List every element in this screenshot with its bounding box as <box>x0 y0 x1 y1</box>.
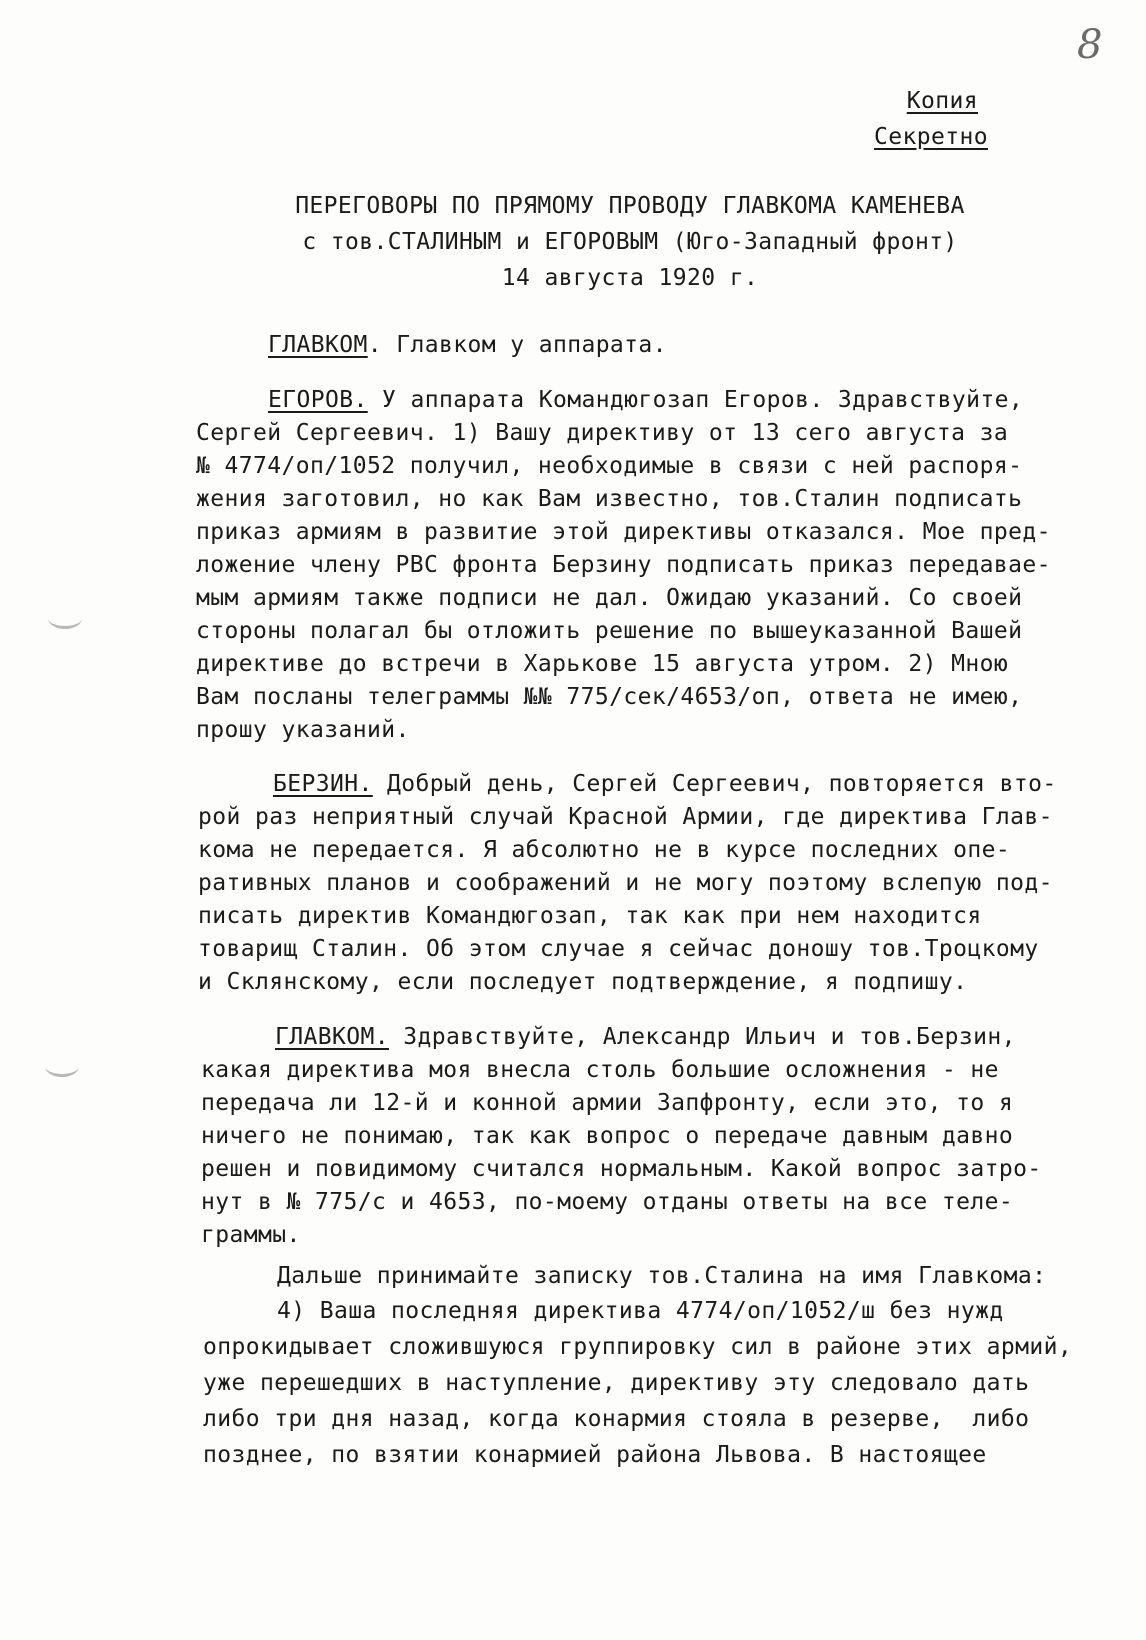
text-line: какая директива моя внесла столь большие осложнения - не <box>201 1057 999 1083</box>
speaker-label: ЕГОРОВ. <box>268 387 368 413</box>
text-line <box>275 1021 1016 1054</box>
line-text: Добрый день, Сергей Сергеевич, повторяется вто- <box>372 771 1057 797</box>
text-line: кома не передается. Я абсолютно не в курсе последних опе- <box>198 837 1011 863</box>
document-title <box>240 188 1020 296</box>
text-line: рой раз неприятный случай Красной Армии, где директива Глав- <box>198 804 1053 830</box>
text-line: и Склянскому, если последует подтверждение, я подпишу. <box>198 969 968 995</box>
text-line <box>273 768 1057 801</box>
text-line: мым армиям также подписи не дал. Ожидаю указаний. Со своей <box>196 585 1023 611</box>
text-line: решен и повидимому считался нормальным. Какой вопрос затро- <box>201 1156 1042 1182</box>
title-line: с тов.СТАЛИНЫМ и ЕГОРОВЫМ (Юго-Западный фронт) <box>302 229 958 255</box>
text-line: ложение члену РВС фронта Берзину подписать приказ передавае- <box>196 552 1051 578</box>
speaker-label: БЕРЗИН. <box>273 771 373 797</box>
text-line: Сергей Сергеевич. 1) Вашу директиву от 13 сего августа за <box>196 420 1009 446</box>
text-line: прошу указаний. <box>196 717 410 743</box>
line-text: . Главком у аппарата. <box>367 332 667 358</box>
speaker-label: ГЛАВКОМ. <box>275 1024 389 1050</box>
text-line: позднее, по взятии конармией района Львова. В настоящее <box>203 1442 987 1468</box>
text-line <box>268 329 667 362</box>
copy-stamp: Копия <box>906 88 978 114</box>
text-line: Вам посланы телеграммы №№ 775/сек/4653/оп, ответа не имею, <box>196 684 1023 710</box>
text-line: передача ли 12-й и конной армии Запфронту, если это, то я <box>201 1090 1014 1116</box>
text-line: писать директив Командюгозап, так как при нем находится <box>198 903 982 929</box>
text-line <box>268 384 1023 417</box>
text-line: № 4774/оп/1052 получил, необходимые в связи с ней распоря- <box>196 453 1023 479</box>
secret-stamp: Секретно <box>874 124 988 150</box>
text-line: ничего не понимаю, так как вопрос о передаче давным давно <box>201 1123 1014 1149</box>
text-line: 4) Ваша последняя директива 4774/оп/1052/ш без нужд <box>277 1298 1004 1324</box>
text-line: товарищ Сталин. Об этом случае я сейчас доношу тов.Троцкому <box>198 936 1039 962</box>
page-number: 8 <box>1077 22 1103 68</box>
text-line: жения заготовил, но как Вам известно, тов.Сталин подписать <box>196 486 1023 512</box>
text-line: граммы. <box>201 1222 301 1248</box>
text-line: директиве до встречи в Харькове 15 августа утром. 2) Мною <box>196 651 1009 677</box>
text-line: Дальше принимайте записку тов.Сталина на имя Главкома: <box>277 1263 1047 1289</box>
text-line: либо три дня назад, когда конармия стояла в резерве, либо <box>203 1406 1030 1432</box>
line-text: У аппарата Командюгозап Егоров. Здравствуйте, <box>367 387 1024 413</box>
line-text: Здравствуйте, Александр Ильич и тов.Берзин, <box>388 1024 1016 1050</box>
speaker-label: ГЛАВКОМ <box>268 332 368 358</box>
punch-hole-mark <box>48 608 82 629</box>
text-line: приказ армиям в развитие этой директивы отказался. Мое пред- <box>196 519 1051 545</box>
punch-hole-mark <box>45 1056 79 1077</box>
text-line: стороны полагал бы отложить решение по вышеуказанной Вашей <box>196 618 1023 644</box>
text-line: уже перешедших в наступление, директиву эту следовало дать <box>203 1370 1030 1396</box>
title-line: ПЕРЕГОВОРЫ ПО ПРЯМОМУ ПРОВОДУ ГЛАВКОМА КАМЕНЕВА <box>295 193 965 219</box>
text-line: опрокидывает сложившуюся группировку сил в районе этих армий, <box>203 1334 1073 1360</box>
title-line: 14 августа 1920 г. <box>501 265 759 291</box>
text-line: нут в № 775/с и 4653, по-моему отданы ответы на все теле- <box>201 1189 1014 1215</box>
text-line: ративных планов и соображений и не могу поэтому вслепую под- <box>198 870 1053 896</box>
